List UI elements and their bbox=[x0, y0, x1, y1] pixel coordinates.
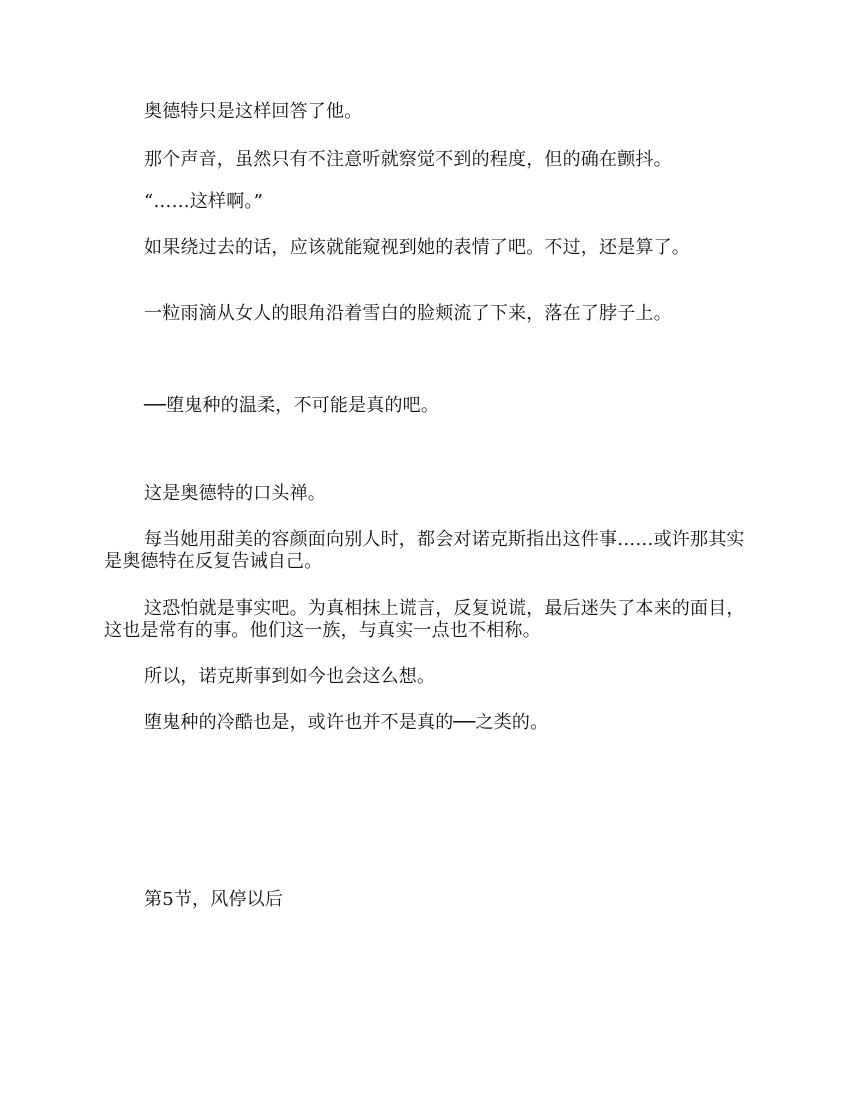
section-heading: 第5节，风停以后 bbox=[144, 889, 284, 910]
paragraph: 这恐怕就是事实吧。为真相抹上谎言，反复说谎，最后迷失了本来的面目，这也是常有的事。他们这一族，与真实一点也不相称。 bbox=[104, 598, 745, 641]
paragraph: 奥德特只是这样回答了他。 bbox=[144, 101, 363, 122]
paragraph: 那个声音，虽然只有不注意听就察觉不到的程度，但的确在颤抖。 bbox=[144, 149, 672, 170]
paragraph: 一粒雨滴从女人的眼角沿着雪白的脸颊流了下来，落在了脖子上。 bbox=[144, 303, 672, 324]
paragraph: 每当她用甜美的容颜面向别人时，都会对诺克斯指出这件事……或许那其实是奥德特在反复告诫自己。 bbox=[104, 529, 745, 572]
paragraph: ──堕鬼种的温柔，不可能是真的吧。 bbox=[144, 395, 440, 416]
paragraph: 这是奥德特的口头禅。 bbox=[144, 483, 326, 504]
paragraph: 如果绕过去的话，应该就能窥视到她的表情了吧。不过，还是算了。 bbox=[144, 237, 690, 258]
paragraph: “……这样啊。” bbox=[144, 191, 264, 212]
paragraph: 堕鬼种的冷酷也是，或许也并不是真的──之类的。 bbox=[144, 712, 549, 733]
paragraph: 所以，诺克斯事到如今也会这么想。 bbox=[144, 666, 436, 687]
